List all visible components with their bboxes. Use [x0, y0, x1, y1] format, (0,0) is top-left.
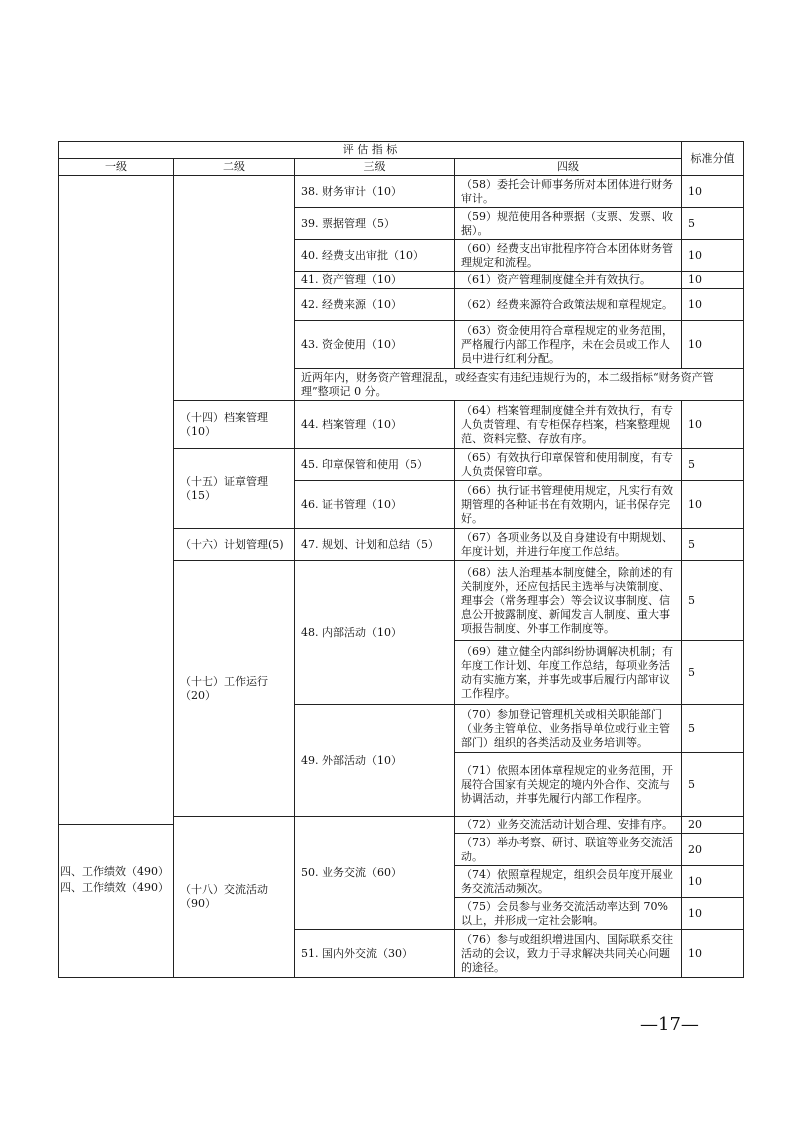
- level4-cell: （70）参加登记管理机关或相关职能部门（业务主管单位、业务指导单位或行业主管部门）组织的各类活动及业务培训等。: [455, 705, 682, 753]
- level3-cell: 50. 业务交流（60）: [295, 817, 455, 930]
- level4-cell: （66）执行证书管理使用规定，凡实行有效期管理的各种证书在有效期内，证书保存完好。: [455, 481, 682, 529]
- level3-cell: 42. 经费来源（10）: [295, 289, 455, 321]
- header-level1: 一级: [59, 159, 174, 176]
- header-group-title: 评 估 指 标: [59, 142, 682, 159]
- level4-cell: （67）各项业务以及自身建设有中期规划、年度计划，并进行年度工作总结。: [455, 529, 682, 561]
- level4-cell: （65）有效执行印章保管和使用制度，有专人负责保管印章。: [455, 449, 682, 481]
- score-cell: 20: [682, 834, 744, 866]
- level3-cell: 51. 国内外交流（30）: [295, 930, 455, 978]
- level4-cell: （74）依照章程规定，组织会员年度开展业务交流活动频次。: [455, 866, 682, 898]
- level4-cell: （61）资产管理制度健全并有效执行。: [455, 272, 682, 289]
- score-cell: 5: [682, 208, 744, 240]
- evaluation-table: [58, 141, 744, 978]
- level4-cell: （63）资金使用符合章程规定的业务范围，严格履行内部工作程序，未在会员或工作人员中进行红利分配。: [455, 321, 682, 369]
- level4-cell: （58）委托会计师事务所对本团体进行财务审计。: [455, 176, 682, 208]
- table-header-row: [59, 159, 744, 176]
- level4-cell: （72）业务交流活动计划合理、安排有序。: [455, 817, 682, 834]
- level1-divider: [58, 824, 173, 825]
- level4-cell: （73）举办考察、研讨、联谊等业务交流活动。: [455, 834, 682, 866]
- level4-cell: （62）经费来源符合政策法规和章程规定。: [455, 289, 682, 321]
- score-cell: 5: [682, 529, 744, 561]
- level2-cell: [174, 176, 295, 401]
- score-cell: 5: [682, 561, 744, 641]
- score-cell: 5: [682, 753, 744, 817]
- header-level3: 三级: [295, 159, 455, 176]
- table-header-row: [59, 142, 744, 159]
- level3-cell: 41. 资产管理（10）: [295, 272, 455, 289]
- score-cell: 20: [682, 817, 744, 834]
- level4-cell: （64）档案管理制度健全并有效执行，有专人负责管理、有专柜保存档案，档案整理规范、资料完整、存放有序。: [455, 401, 682, 449]
- score-cell: 10: [682, 866, 744, 898]
- level2-cell: （十五）证章管理（15）: [174, 449, 295, 529]
- level2-cell: （十七）工作运行（20）: [174, 561, 295, 817]
- level2-cell: [174, 817, 295, 978]
- level3-cell: 44. 档案管理（10）: [295, 401, 455, 449]
- header-level2: 二级: [174, 159, 295, 176]
- level2-label: （十八）交流活动（90）: [180, 883, 268, 910]
- table-row: [59, 176, 744, 208]
- level3-cell: 38. 财务审计（10）: [295, 176, 455, 208]
- header-level4: 四级: [455, 159, 682, 176]
- level1-label: 四、工作绩效（490）: [60, 865, 169, 878]
- score-cell: 10: [682, 289, 744, 321]
- score-cell: 10: [682, 272, 744, 289]
- level4-cell: （59）规范使用各种票据（支票、发票、收据）。: [455, 208, 682, 240]
- score-cell: 10: [682, 930, 744, 978]
- score-cell: 10: [682, 321, 744, 369]
- score-cell: 10: [682, 176, 744, 208]
- score-cell: 10: [682, 401, 744, 449]
- level4-cell: （69）建立健全内部纠纷协调解决机制；有年度工作计划、年度工作总结，每项业务活动有实施方案，并事先或事后履行内部审议工作程序。: [455, 641, 682, 705]
- level3-cell: 48. 内部活动（10）: [295, 561, 455, 705]
- level3-cell: 49. 外部活动（10）: [295, 705, 455, 817]
- level3-cell: 46. 证书管理（10）: [295, 481, 455, 529]
- level4-cell: （71）依照本团体章程规定的业务范围，开展符合国家有关规定的境内外合作、交流与协调活动，并事先履行内部工作程序。: [455, 753, 682, 817]
- level4-cell: （76）参与或组织增进国内、国际联系交往活动的会议，致力于寻求解决共同关心问题的途径。: [455, 930, 682, 978]
- score-cell: 10: [682, 481, 744, 529]
- penalty-note: 近两年内，财务资产管理混乱，或经查实有违纪违规行为的，本二级指标“财务资产管理”整项记 0 分。: [295, 369, 744, 401]
- level3-cell: 47. 规划、计划和总结（5）: [295, 529, 455, 561]
- level4-cell: （75）会员参与业务交流活动率达到 70% 以上，并形成一定社会影响。: [455, 898, 682, 930]
- score-cell: 5: [682, 705, 744, 753]
- level3-cell: 45. 印章保管和使用（5）: [295, 449, 455, 481]
- level3-cell: 43. 资金使用（10）: [295, 321, 455, 369]
- page-number: —17—: [640, 1014, 699, 1035]
- level1-cell: [59, 176, 174, 978]
- score-cell: 5: [682, 449, 744, 481]
- level2-cell: （十六）计划管理(5): [174, 529, 295, 561]
- score-cell: 10: [682, 240, 744, 272]
- level3-cell: 39. 票据管理（5）: [295, 208, 455, 240]
- level4-cell: （60）经费支出审批程序符合本团体财务管理规定和流程。: [455, 240, 682, 272]
- level3-cell: 40. 经费支出审批（10）: [295, 240, 455, 272]
- score-cell: 10: [682, 898, 744, 930]
- level4-cell: （68）法人治理基本制度健全，除前述的有关制度外，还应包括民主选举与决策制度、理事会（常务理事会）等会议议事制度、信息公开披露制度、新闻发言人制度、重大事项报告制度、外事工作制度等。: [455, 561, 682, 641]
- level1-label-block: [60, 864, 170, 896]
- level2-cell: （十四）档案管理（10）: [174, 401, 295, 449]
- header-score: 标准分值: [682, 142, 744, 176]
- level1-label-repeat: 四、工作绩效（490）: [60, 881, 169, 894]
- score-cell: 5: [682, 641, 744, 705]
